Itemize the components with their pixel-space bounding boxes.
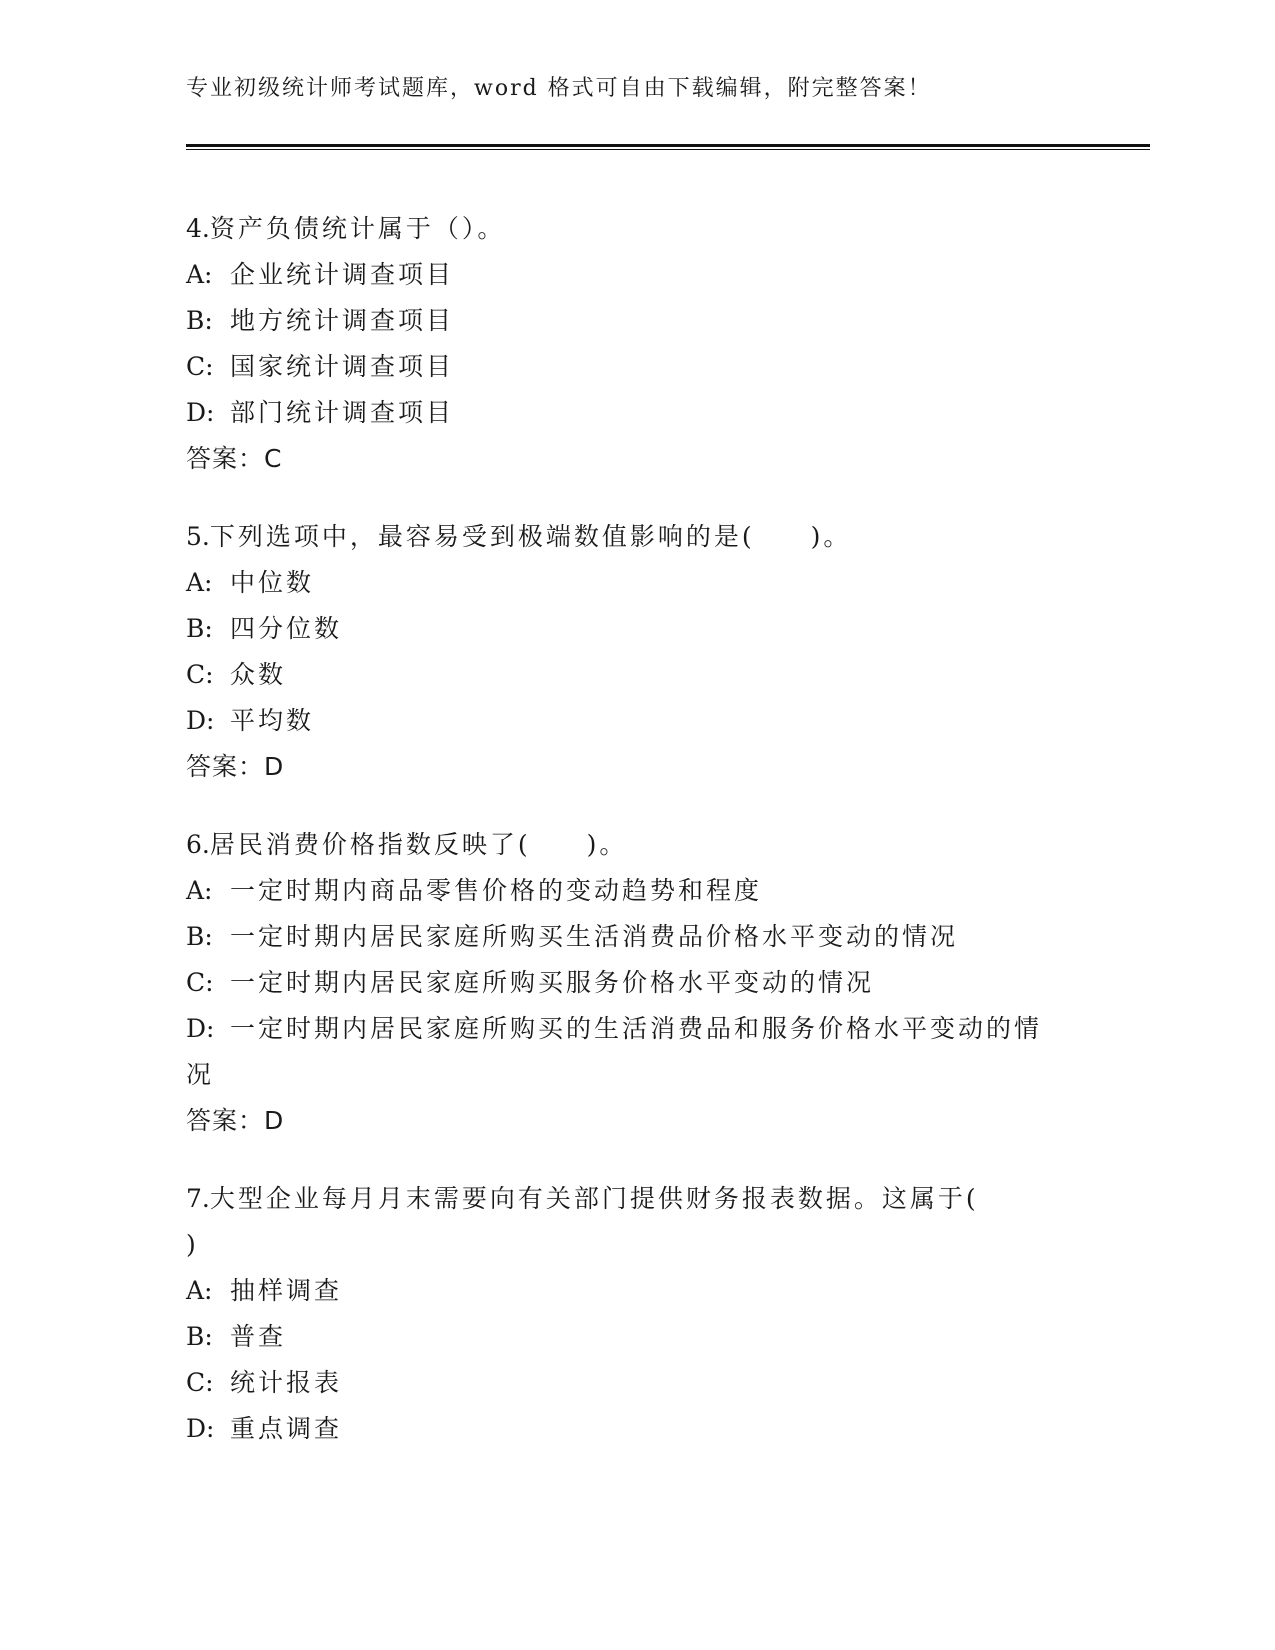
- option-b: [186, 914, 1086, 960]
- question-text: 大型企业每月月末需要向有关部门提供财务报表数据。这属于(: [209, 1184, 979, 1213]
- option-d: [186, 390, 1086, 436]
- question-7: [186, 1176, 1086, 1452]
- option-d: [186, 1006, 1086, 1098]
- option-text: 一定时期内居民家庭所购买生活消费品价格水平变动的情况: [230, 922, 959, 951]
- option-text: 企业统计调查项目: [230, 260, 455, 289]
- option-label: A:: [186, 876, 213, 905]
- option-c: [186, 960, 1086, 1006]
- question-number: 5.: [186, 522, 210, 551]
- question-list: [186, 206, 1086, 1484]
- option-text: 国家统计调查项目: [230, 352, 455, 381]
- option-b: [186, 606, 1086, 652]
- question-stem: [186, 514, 1086, 560]
- option-label: A:: [186, 568, 213, 597]
- option-text: 四分位数: [230, 614, 343, 643]
- option-text: 部门统计调查项目: [230, 398, 455, 427]
- question-4: [186, 206, 1086, 482]
- question-text-continuation: ): [186, 1230, 199, 1259]
- option-text: 统计报表: [230, 1368, 343, 1397]
- option-d: [186, 1406, 1086, 1452]
- option-text: 中位数: [230, 568, 315, 597]
- option-text: 一定时期内居民家庭所购买的生活消费品和服务价格水平变动的情: [230, 1014, 1043, 1043]
- option-text: 地方统计调查项目: [230, 306, 455, 335]
- option-a: [186, 560, 1086, 606]
- question-text: 下列选项中，最容易受到极端数值影响的是( )。: [209, 522, 852, 551]
- answer: 答案：D: [186, 1106, 285, 1135]
- question-stem: [186, 822, 1086, 868]
- option-text: 平均数: [230, 706, 315, 735]
- option-text: 众数: [230, 660, 287, 689]
- answer: 答案：D: [186, 752, 285, 781]
- option-label: D:: [186, 1414, 215, 1443]
- option-c: [186, 344, 1086, 390]
- option-label: B:: [186, 1322, 213, 1351]
- option-label: B:: [186, 922, 213, 951]
- option-label: A:: [186, 1276, 213, 1305]
- question-6: [186, 822, 1086, 1144]
- option-c: [186, 1360, 1086, 1406]
- option-text: 一定时期内商品零售价格的变动趋势和程度: [230, 876, 763, 905]
- option-label: D:: [186, 706, 215, 735]
- option-a: [186, 868, 1086, 914]
- option-d: [186, 698, 1086, 744]
- question-number: 7.: [186, 1184, 210, 1213]
- page-header: 专业初级统计师考试题库，word 格式可自由下载编辑，附完整答案！: [186, 76, 932, 101]
- option-text: 抽样调查: [230, 1276, 343, 1305]
- question-number: 6.: [186, 830, 210, 859]
- option-label: D:: [186, 1014, 215, 1043]
- question-text: 资产负债统计属于（）。: [209, 214, 506, 243]
- option-label: B:: [186, 614, 213, 643]
- option-c: [186, 652, 1086, 698]
- option-label: C:: [186, 968, 214, 997]
- option-a: [186, 1268, 1086, 1314]
- option-label: B:: [186, 306, 213, 335]
- answer: 答案：C: [186, 444, 283, 473]
- option-label: D:: [186, 398, 215, 427]
- option-b: [186, 1314, 1086, 1360]
- question-5: [186, 514, 1086, 790]
- question-stem: [186, 206, 1086, 252]
- option-text: 一定时期内居民家庭所购买服务价格水平变动的情况: [230, 968, 875, 997]
- option-label: C:: [186, 352, 214, 381]
- option-text: 重点调查: [230, 1414, 343, 1443]
- question-text: 居民消费价格指数反映了( )。: [209, 830, 628, 859]
- question-stem: [186, 1176, 1086, 1268]
- option-b: [186, 298, 1086, 344]
- option-text-continuation: 况: [186, 1060, 215, 1089]
- option-label: C:: [186, 660, 214, 689]
- question-number: 4.: [186, 214, 210, 243]
- option-text: 普查: [230, 1322, 287, 1351]
- header-divider: [186, 144, 1150, 150]
- option-label: C:: [186, 1368, 214, 1397]
- option-a: [186, 252, 1086, 298]
- option-label: A:: [186, 260, 213, 289]
